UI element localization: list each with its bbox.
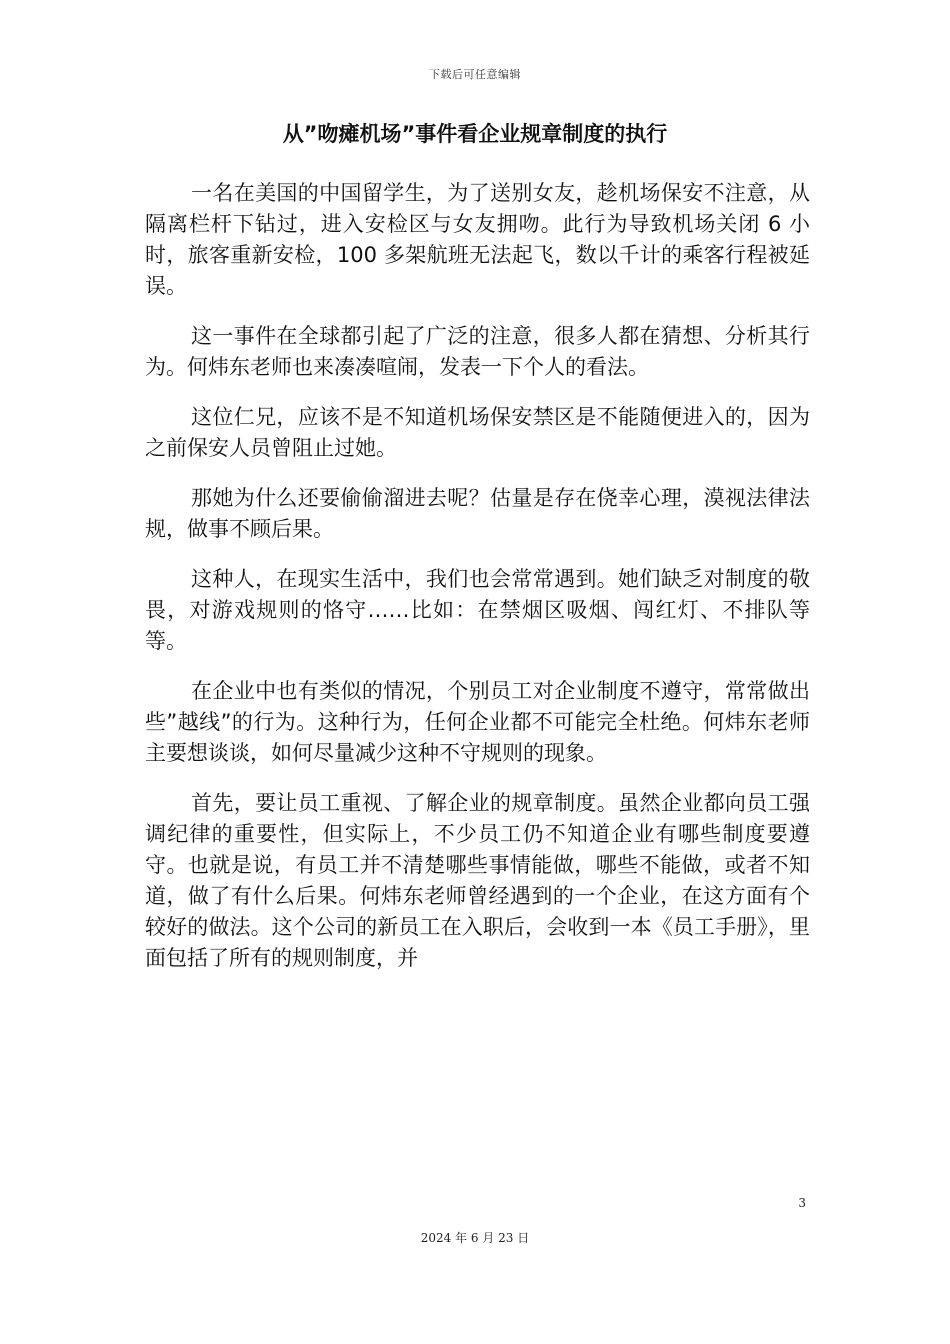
paragraph-7: 首先，要让员工重视、了解企业的规章制度。虽然企业都向员工强调纪律的重要性，但实际上，不少员工仍不知道企业有哪些制度要遵守。也就是说，有员工并不清楚哪些事情能做，哪些不能做，或者不知道，做了有什么后果。何炜东老师曾经遇到的一个企业，在这方面有个较好的做法。这个公司的新员工在入职后，会收到一本《员工手册》，里面包括了所有的规则制度，并 xyxy=(145,791,810,970)
header-note: 下载后可任意编辑 xyxy=(429,68,521,81)
page-number: 3 xyxy=(798,1196,806,1210)
paragraph-5: 这种人，在现实生活中，我们也会常常遇到。她们缺乏对制度的敬畏，对游戏规则的恪守……比如：在禁烟区吸烟、闯红灯、不排队等等。 xyxy=(145,567,810,653)
document-title: 从”吻瘫机场”事件看企业规章制度的执行 xyxy=(282,122,668,146)
paragraph-4: 那她为什么还要偷偷溜进去呢？估量是存在侥幸心理，漠视法律法规，做事不顾后果。 xyxy=(145,486,810,541)
paragraph-2: 这一事件在全球都引起了广泛的注意，很多人都在猜想、分析其行为。何炜东老师也来凑凑喧闹，发表一下个人的看法。 xyxy=(145,324,810,379)
footer-date: 2024 年 6 月 23 日 xyxy=(420,1231,530,1245)
paragraph-1: 一名在美国的中国留学生，为了送别女友，趁机场保安不注意，从隔离栏杆下钻过，进入安检区与女友拥吻。此行为导致机场关闭 6 小时，旅客重新安检，100 多架航班无法起飞，数以千计的乘客行程被延误。 xyxy=(145,181,810,298)
document-body xyxy=(145,178,810,993)
paragraph-6: 在企业中也有类似的情况，个别员工对企业制度不遵守，常常做出些”越线”的行为。这种行为，任何企业都不可能完全杜绝。何炜东老师主要想谈谈，如何尽量减少这种不守规则的现象。 xyxy=(145,679,810,765)
paragraph-3: 这位仁兄，应该不是不知道机场保安禁区是不能随便进入的，因为之前保安人员曾阻止过她。 xyxy=(145,405,810,460)
